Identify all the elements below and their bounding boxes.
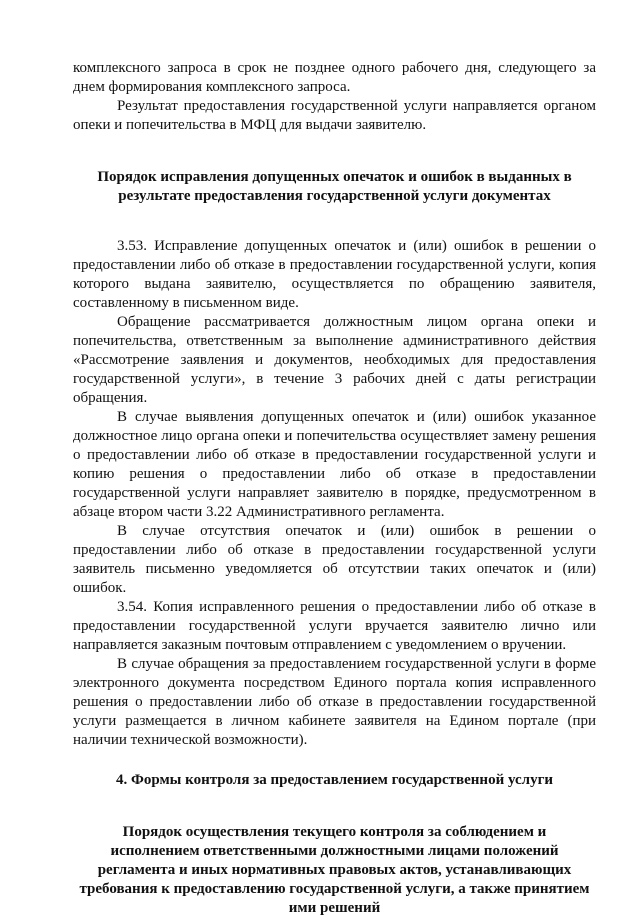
paragraph-errors-found: В случае выявления допущенных опечаток и (или) ошибок указанное должностное лицо органа опеки и попечительства осуществляет замену решения о предоставлении либо об отказе в предоставлении государственной услуги и копию решения о предоставлении либо об отказе в предоставлении государственной услуги направляет заявителю в порядке, предусмотренном в абзаце втором части 3.22 Административного регламента. [73,409,596,520]
spacer [73,790,596,823]
heading-control: Порядок осуществления текущего контроля за соблюдением и исполнением ответственными должностными лицами положений регламента и иных нормативных правовых актов, устанавливающих требования к предоставлению государственной услуги, а также принятием ими решений [79,824,590,916]
spacer [73,750,596,771]
paragraph-3-54: 3.54. Копия исправленного решения о предоставлении либо об отказе в предоставлении государственной услуги вручается заявителю лично или направляется заказным почтовым отправлением с уведомлением о вручении. [73,599,596,653]
paragraph-3-53: 3.53. Исправление допущенных опечаток и (или) ошибок в решении о предоставлении либо об отказе в предоставлении государственной услуги, копия которого выдана заявителю, осуществляется по обращению заявителя, составленному в письменном виде. [73,238,596,311]
section-4-title: 4. Формы контроля за предоставлением государственной услуги [115,772,554,788]
spacer [73,206,596,237]
heading-corrections: Порядок исправления допущенных опечаток и ошибок в выданных в результате предоставления государственной услуги документах [97,169,572,204]
paragraph-no-errors: В случае отсутствия опечаток и (или) ошибок в решении о предоставлении либо об отказе в предоставлении государственной услуги заявитель письменно уведомляется об отсутствии таких опечаток и (или) ошибок. [73,523,596,596]
paragraph-review: Обращение рассматривается должностным лицом органа опеки и попечительства, ответственным за выполнение административного действия «Рассмотрение заявления и документов, необходимых для предоставления государственной услуги», в течение 3 рабочих дней с даты регистрации обращения. [73,314,596,406]
paragraph-electronic: В случае обращения за предоставлением государственной услуги в форме электронного документа посредством Единого портала копия исправленного решения о предоставлении либо об отказе в предоставлении государственной услуги размещается в личном кабинете заявителя на Едином портале (при наличии технической возможности). [73,656,596,748]
spacer [73,135,596,168]
paragraph-result: Результат предоставления государственной услуги направляется органом опеки и попечительства в МФЦ для выдачи заявителю. [73,98,596,133]
paragraph-continuation: комплексного запроса в срок не позднее одного рабочего дня, следующего за днем формирования комплексного запроса. [73,60,596,95]
